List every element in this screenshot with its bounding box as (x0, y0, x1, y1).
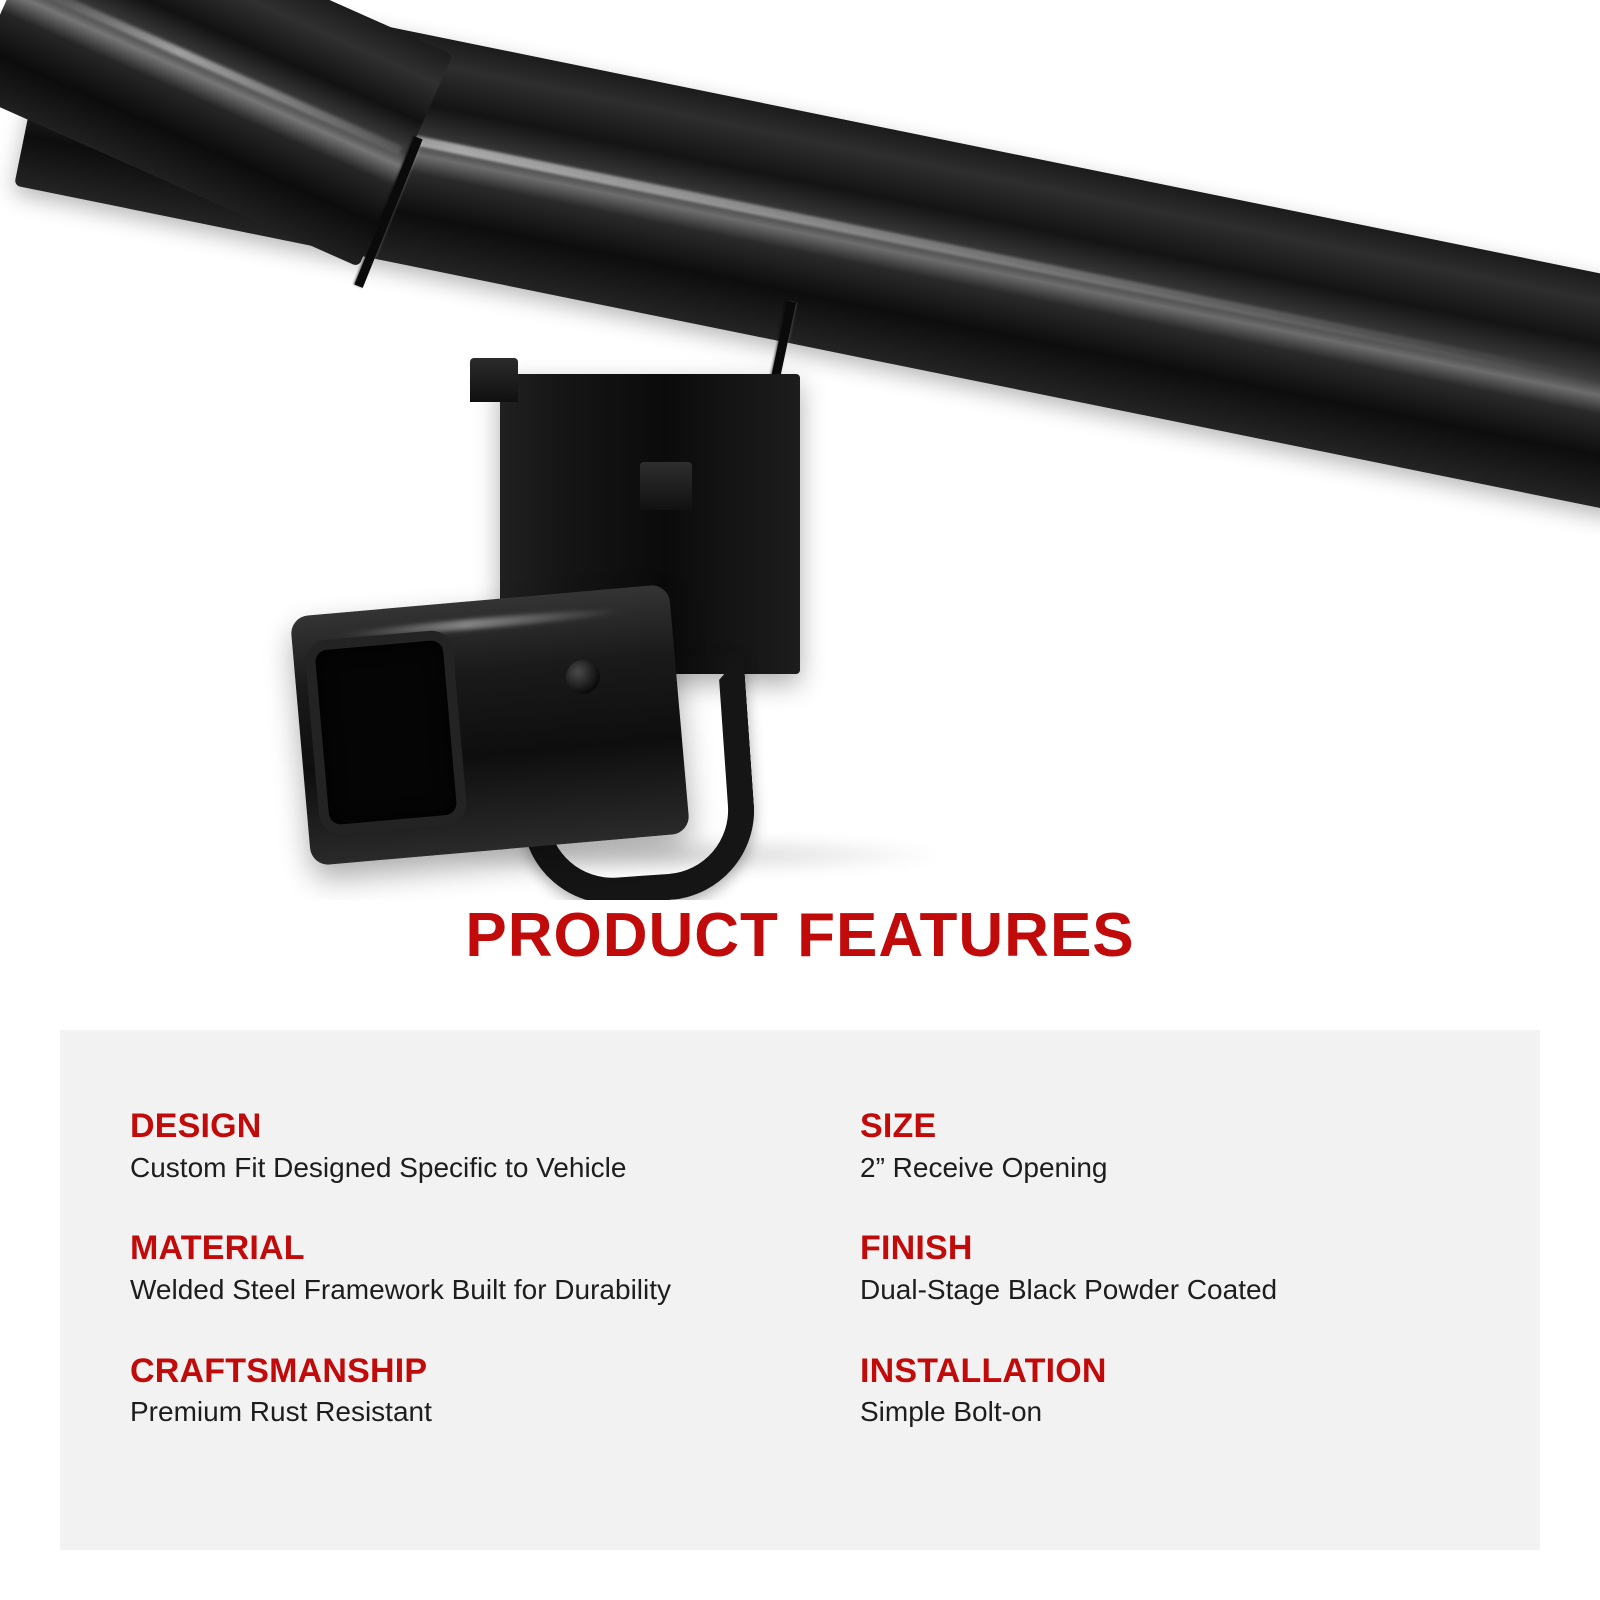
mounting-plate-tab (470, 358, 518, 402)
feature-installation (860, 1353, 1470, 1429)
feature-text: Simple Bolt-on (860, 1396, 1043, 1428)
feature-text: Welded Steel Framework Built for Durability (130, 1274, 672, 1306)
feature-title: MATERIAL (130, 1229, 305, 1268)
features-column-left (130, 1108, 800, 1550)
features-panel (60, 1030, 1540, 1550)
feature-craftsmanship (130, 1353, 800, 1429)
page-title: PRODUCT FEATURES (465, 901, 1135, 970)
feature-size (860, 1108, 1470, 1184)
feature-text: Custom Fit Designed Specific to Vehicle (130, 1151, 627, 1183)
feature-title: DESIGN (130, 1107, 262, 1145)
feature-design (130, 1108, 800, 1184)
receiver-opening (315, 640, 458, 825)
mounting-plate-tab (640, 462, 692, 510)
feature-text: 2” Receive Opening (860, 1151, 1108, 1183)
feature-title: CRAFTSMANSHIP (130, 1351, 428, 1390)
features-column-right (800, 1108, 1470, 1550)
feature-text: Premium Rust Resistant (130, 1396, 432, 1428)
feature-finish (860, 1230, 1470, 1306)
feature-text: Dual-Stage Black Powder Coated (860, 1274, 1278, 1306)
feature-title: FINISH (860, 1229, 973, 1268)
feature-title: SIZE (860, 1107, 937, 1145)
feature-material (130, 1230, 800, 1306)
hitch-pin-hole (566, 660, 600, 694)
feature-title: INSTALLATION (860, 1351, 1107, 1390)
